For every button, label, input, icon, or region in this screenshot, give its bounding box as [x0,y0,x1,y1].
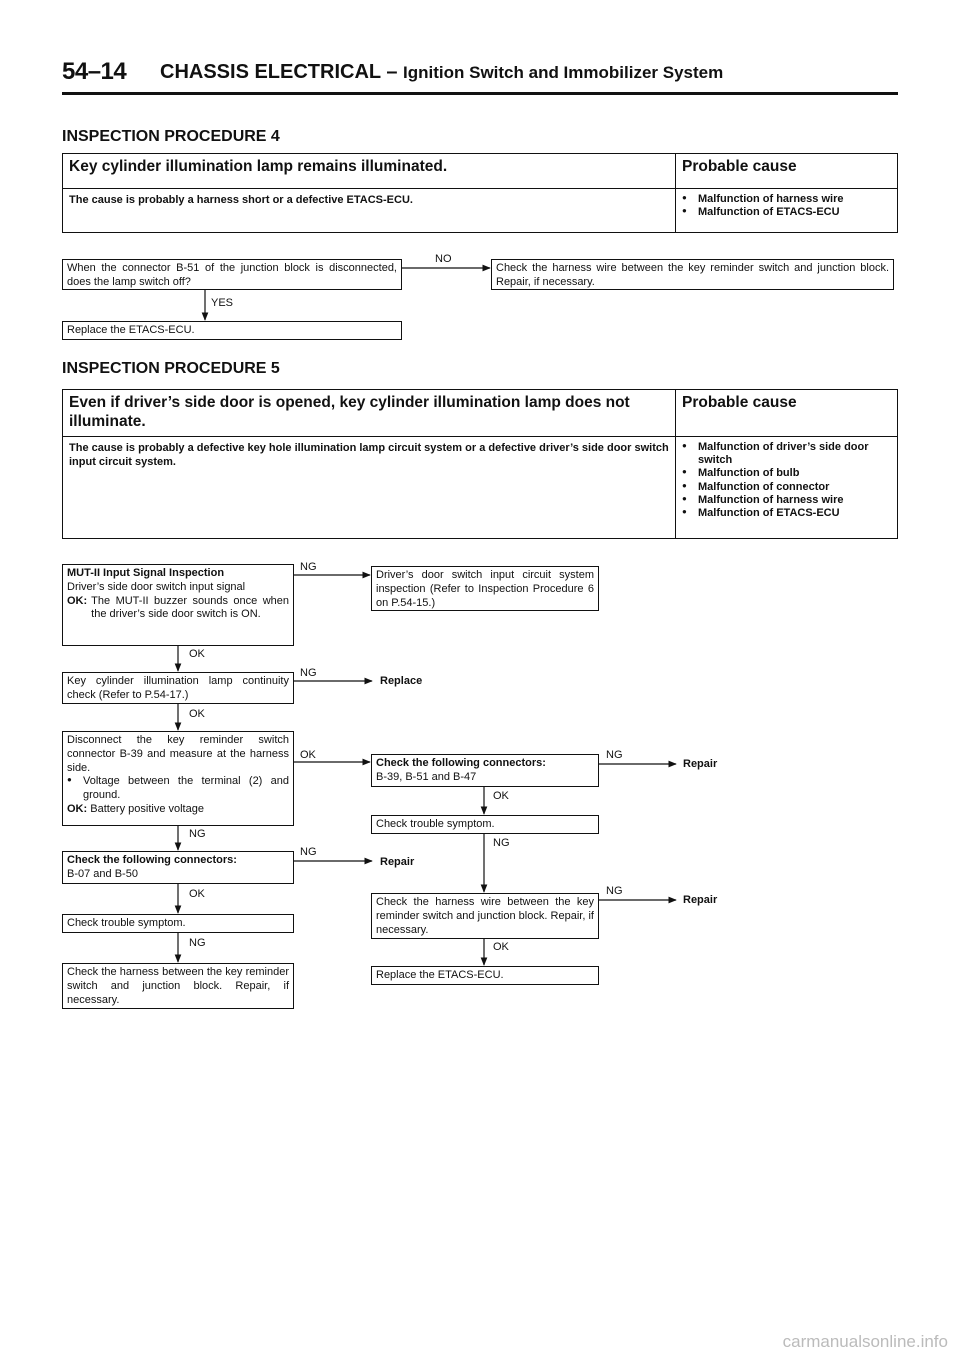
step-measure-text: Disconnect the key reminder switch connector B-39 and measure at the harness side. [67,734,289,774]
flow-label-ng: NG [606,749,623,761]
proc5-cause-item: ● Malfunction of driver’s side door switch [682,441,891,467]
proc4-cause-item: ● Malfunction of ETACS-ECU [682,206,891,219]
step-repair-b07-b50: Repair [380,856,415,868]
flow-label-ng: NG [493,837,510,849]
bullet-dot: ● [67,775,72,785]
ok-criterion-label: OK: [67,802,88,815]
step-check-title: Check the following connectors: [67,854,237,866]
step-check-harness-left: Check the harness between the key reminder switch and junction block. Repair, if necessary. [62,963,294,1009]
proc5-cause-item: ● Malfunction of ETACS-ECU [682,507,891,520]
step-continuity-check: Key cylinder illumination lamp continuity check (Refer to P.54-17.) [62,672,294,704]
ok-criterion-label: OK: [67,594,88,607]
flow-label-ng: NG [300,561,317,573]
page-number: 54–14 [62,58,127,85]
proc5-cause-item: ● Malfunction of bulb [682,467,891,480]
proc5-cause-item: ● Malfunction of connector [682,481,891,494]
flow-label-ok: OK [300,749,316,761]
flow-label-ng: NG [300,846,317,858]
proc4-description: The cause is probably a harness short or a defective ETACS-ECU. [63,188,676,232]
step-mut-line: Driver’s side door switch input signal [67,580,246,593]
proc4-yes-label: YES [211,297,234,309]
flow-label-ok: OK [189,648,205,660]
step-check-title: Check the following connectors: [376,757,546,769]
step-replace-ecu: Replace the ETACS-ECU. [371,966,599,985]
step-measure-bullet-text: Voltage between the terminal (2) and ground. [83,775,289,801]
proc4-no-label: NO [435,253,452,265]
proc4-cause-item: ● Malfunction of harness wire [682,193,891,206]
chapter-title: CHASSIS ELECTRICAL [160,61,381,83]
title-dash: – [386,61,398,83]
step-door-switch-inspection: Driver’s door switch input circuit system inspection (Refer to Inspection Procedure 6 on P.54-15.) [371,566,599,611]
proc5-cause-header: Probable cause [676,390,898,437]
step-check-harness-right: Check the harness wire between the key reminder switch and junction block. Repair, if necessary. [371,893,599,939]
flow-label-ok: OK [189,708,205,720]
proc4-step-check-b51: When the connector B-51 of the junction block is disconnected, does the lamp switch off? [62,259,402,290]
step-check-list: B-39, B-51 and B-47 [376,770,477,783]
proc5-description: The cause is probably a defective key hole illumination lamp circuit system or a defective driver’s side door switch input circuit system. [63,437,676,539]
flow-label-ng: NG [606,885,623,897]
proc4-step-replace-ecu: Replace the ETACS-ECU. [62,321,402,340]
ok-criterion-text: The MUT-II buzzer sounds once when the driver’s side door switch is ON. [91,594,289,621]
flow-label-ng: NG [189,828,206,840]
flow-label-ok: OK [493,790,509,802]
step-replace-lamp: Replace [380,675,423,687]
proc4-symptom: Key cylinder illumination lamp remains illuminated. [63,154,676,189]
flow-label-ng: NG [300,667,317,679]
flow-label-ok: OK [493,941,509,953]
proc5-cause-item: ● Malfunction of harness wire [682,494,891,507]
proc4-title: INSPECTION PROCEDURE 4 [62,128,280,145]
proc4-step-check-harness: Check the harness wire between the key reminder switch and junction block. Repair, if necessary. [491,259,894,290]
proc5-symptom: Even if driver’s side door is opened, key cylinder illumination lamp does not illuminate. [63,390,676,437]
flow-label-ng: NG [189,937,206,949]
flow-label-ok: OK [189,888,205,900]
step-check-symptom-right: Check trouble symptom. [371,815,599,834]
step-repair-connectors: Repair [683,758,718,770]
proc5-title: INSPECTION PROCEDURE 5 [62,360,280,377]
step-check-list: B-07 and B-50 [67,867,138,880]
chapter-subtitle: Ignition Switch and Immobilizer System [403,63,724,82]
step-check-symptom-left: Check trouble symptom. [62,914,294,933]
step-mut-title: MUT-II Input Signal Inspection [67,567,225,579]
watermark: carmanualsonline.info [782,1332,948,1351]
ok-criterion-text: Battery positive voltage [90,802,204,815]
proc4-cause-header: Probable cause [676,154,898,189]
step-repair-harness: Repair [683,894,718,906]
